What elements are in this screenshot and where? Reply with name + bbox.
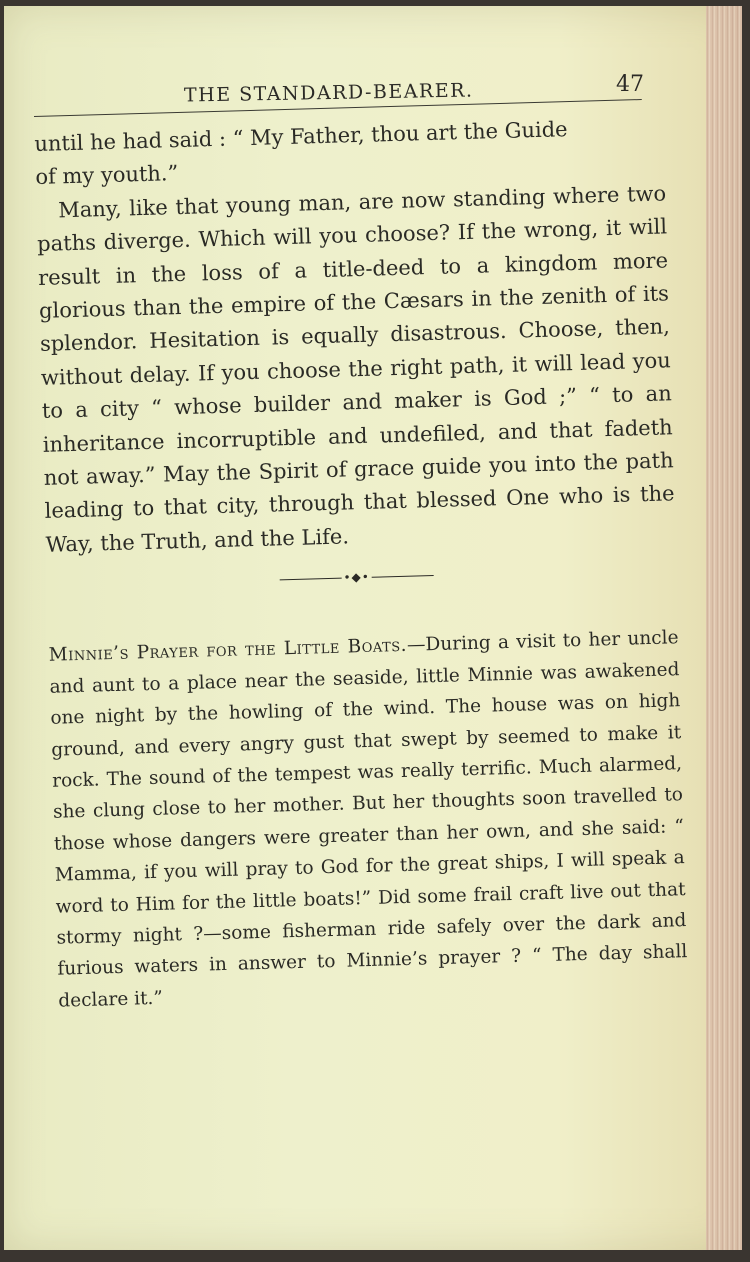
continued-line: until he had said : “ My Father, thou art the Guide <box>34 117 568 156</box>
passage-standard-bearer <box>34 110 676 562</box>
page-number: 47 <box>616 72 644 97</box>
section-text: —During a visit to her uncle and aunt to a place near the seaside, little Minnie was awakened one night by the howling of the wind. The house was on high ground, and every angry gust that swept by seemed to make it rock. The sound of the tempest was really terrific. Much alarmed, she clung close to her mother. But her thoughts soon travelled to those whose dangers were greater than her own, and she said: “ Mamma, if you will pray to God for the great ships, I will speak a word to Him for the little boats!” Did some frail craft live out that stormy night ?—some fisherman ride safely over the dark and furious waters in answer to Minnie’s prayer ? “ The day shall declare it.” <box>49 627 688 1012</box>
section-heading: Minnie’s Prayer for the Little Boats. <box>48 635 408 667</box>
page-body <box>34 110 689 1016</box>
section-divider <box>276 567 436 587</box>
running-title: THE STANDARD-BEARER. <box>183 79 474 107</box>
divider-ornament: •◆• <box>343 570 371 585</box>
passage-minnie <box>48 622 688 1016</box>
paragraph: Many, like that young man, are now standing where two paths diverge. Which will you choose? If the wrong, it will result in the loss of a title-deed to a kingdom more glorious than the empire of the Cæsars in the zenith of its splendor. Hesitation is equally disastrous. Choose, then, without delay. If you choose the right path, it will lead you to a city “ whose builder and maker is God ;” “ to an inheritance incorruptible and undefiled, and that fadeth not away.” May the Spirit of grace guide you into the path leading to that city, through that blessed One who is the Way, the Truth, and the Life. <box>36 181 675 557</box>
page-edge <box>706 6 742 1250</box>
divider-line <box>279 577 341 580</box>
divider-line <box>372 575 434 578</box>
page-header <box>4 68 704 108</box>
continued-line: of my youth.” <box>35 161 179 190</box>
paragraph <box>48 622 688 1016</box>
book-page <box>4 6 742 1250</box>
